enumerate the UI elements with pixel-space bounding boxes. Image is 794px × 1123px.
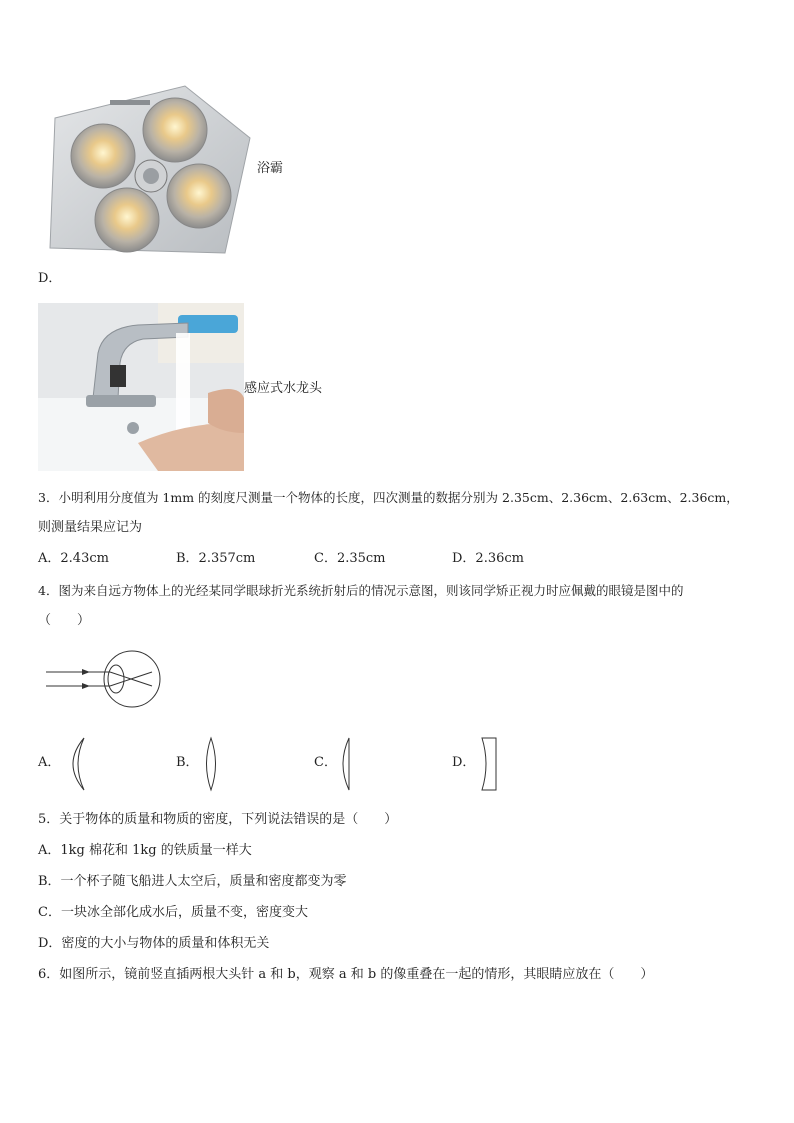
eye-diagram xyxy=(44,648,164,714)
q4-option-d-label: D． xyxy=(452,755,476,770)
q5-option-a: A．1kg 棉花和 1kg 的铁质量一样大 xyxy=(38,843,252,858)
q3-option-a: A．2.43cm xyxy=(38,551,109,566)
q3-stem-line1: 3．小明利用分度值为 1mm 的刻度尺测量一个物体的长度，四次测量的数据分别为 2.35cm、2.36cm、2.63cm、2.36cm， xyxy=(38,490,739,505)
q4-option-a-label: A． xyxy=(38,755,61,770)
q4-stem-line2: （ ） xyxy=(38,613,91,628)
option-d-label: D． xyxy=(38,271,62,286)
q4-stem-line1: 4．图为来自远方物体上的光经某同学眼球折光系统折射后的情况示意图，则该同学矫正视力时应佩戴的眼镜是图中的 xyxy=(38,583,684,598)
q3-option-c: C．2.35cm xyxy=(314,551,386,566)
q4-option-c-label: C． xyxy=(314,755,337,770)
plano-convex-lens xyxy=(336,736,356,796)
q3-stem-line2: 则测量结果应记为 xyxy=(38,520,143,535)
bath-heater-image xyxy=(45,78,255,258)
q3-option-d: D．2.36cm xyxy=(452,551,524,566)
q5-option-b: B．一个杯子随飞船进人太空后，质量和密度都变为零 xyxy=(38,874,347,889)
concave-meniscus-lens xyxy=(62,736,92,796)
q6-stem: 6．如图所示，镜前竖直插两根大头针 a 和 b，观察 a 和 b 的像重叠在一起的情形，其眼睛应放在（ ） xyxy=(38,967,654,982)
sensor-faucet-caption: 感应式水龙头 xyxy=(244,381,323,396)
q3-option-b: B．2.357cm xyxy=(176,551,256,566)
biconvex-lens xyxy=(200,736,222,796)
q5-option-c: C．一块冰全部化成水后，质量不变，密度变大 xyxy=(38,905,308,920)
q5-stem: 5．关于物体的质量和物质的密度，下列说法错误的是（ ） xyxy=(38,812,398,827)
q5-option-d: D．密度的大小与物体的质量和体积无关 xyxy=(38,936,270,951)
sensor-faucet-image xyxy=(38,303,244,471)
plano-concave-lens xyxy=(478,736,500,796)
q4-option-b-label: B． xyxy=(176,755,199,770)
bath-heater-caption: 浴霸 xyxy=(257,161,284,176)
